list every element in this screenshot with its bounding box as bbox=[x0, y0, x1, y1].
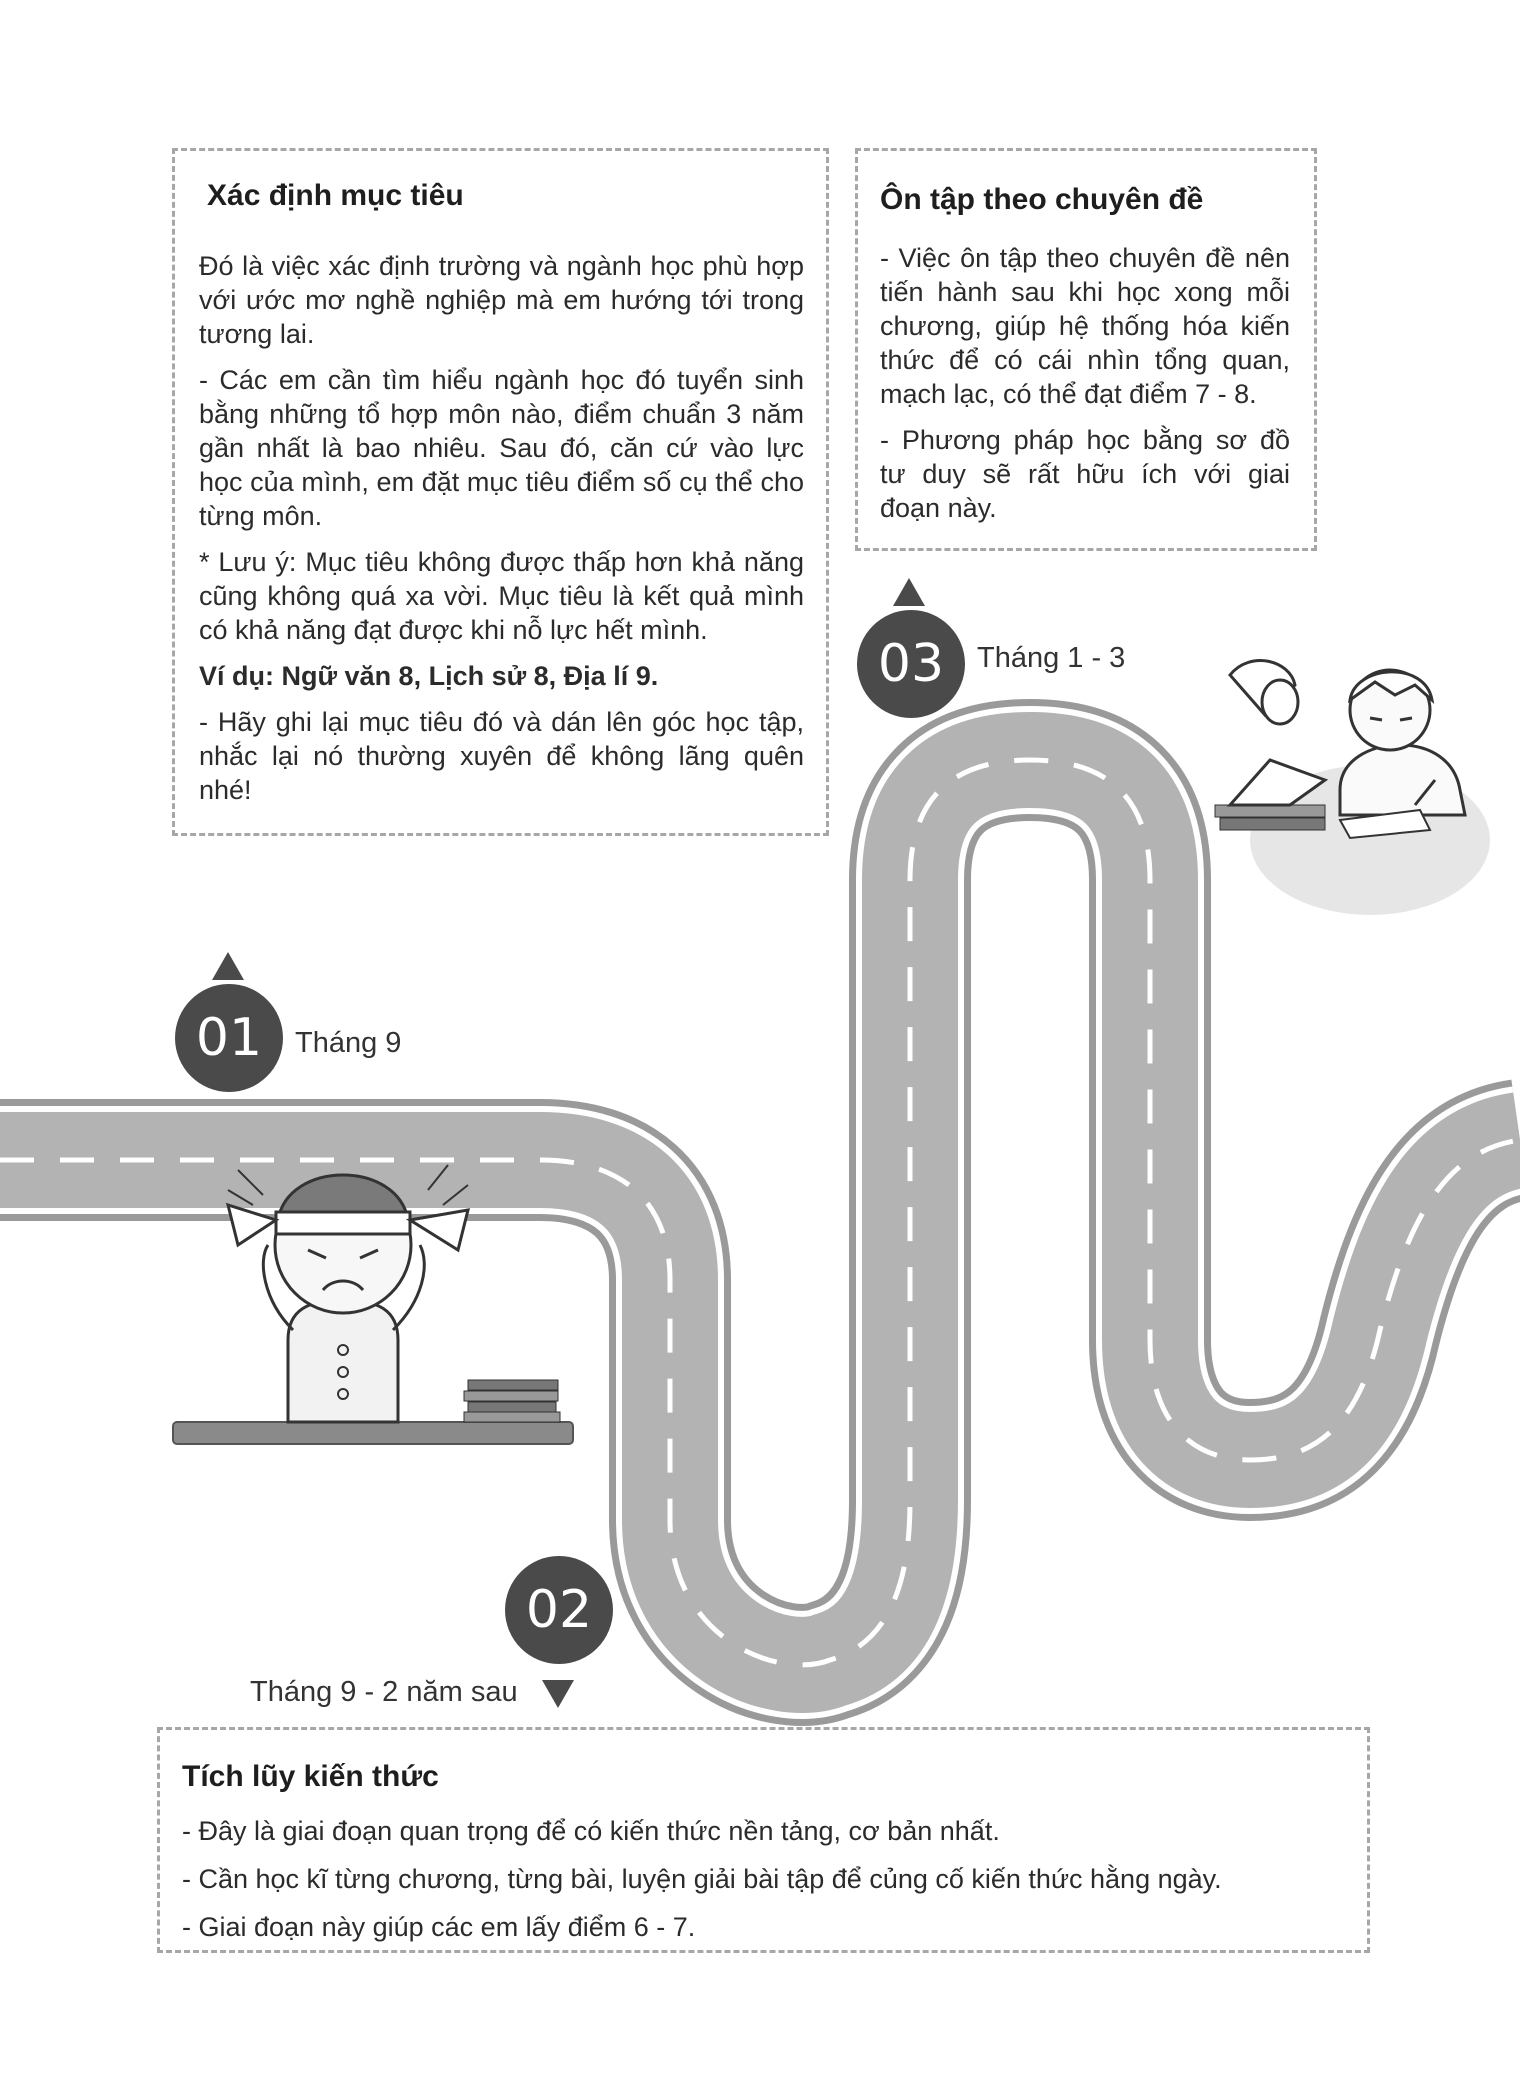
stressed-student-icon bbox=[168, 1150, 588, 1450]
goal-paragraph-5: - Hãy ghi lại mục tiêu đó và dán lên góc học tập, nhắc lại nó thường xuyên để không lãng quên nhé! bbox=[199, 707, 804, 805]
review-title: Ôn tập theo chuyên đề bbox=[880, 183, 1204, 216]
review-box bbox=[855, 148, 1317, 551]
milestone-02-label: Tháng 9 - 2 năm sau bbox=[250, 1676, 518, 1708]
goal-paragraph-1: Đó là việc xác định trường và ngành học phù hợp với ước mơ nghề nghiệp mà em hướng tới trong tương lai. bbox=[199, 251, 804, 349]
goal-paragraph-2: - Các em cần tìm hiểu ngành học đó tuyển sinh bằng những tổ hợp môn nào, điểm chuẩn 3 năm gần nhất là bao nhiêu. Sau đó, căn cứ vào lực học của mình, em đặt mục tiêu điểm số cụ thể cho từng môn. bbox=[199, 365, 804, 531]
milestone-03-label: Tháng 1 - 3 bbox=[977, 642, 1126, 674]
studying-student-icon bbox=[1210, 640, 1500, 920]
milestone-03-arrow bbox=[893, 578, 925, 606]
goal-example: Ví dụ: Ngữ văn 8, Lịch sử 8, Địa lí 9. bbox=[199, 661, 659, 691]
accumulate-title: Tích lũy kiến thức bbox=[182, 1760, 439, 1793]
milestone-01-label: Tháng 9 bbox=[295, 1027, 402, 1059]
milestone-03-badge: 03 bbox=[857, 610, 965, 718]
desk-lamp-icon bbox=[1230, 661, 1298, 724]
milestone-01-badge: 01 bbox=[175, 984, 283, 1092]
milestone-02-arrow bbox=[542, 1680, 574, 1708]
goal-title: Xác định mục tiêu bbox=[207, 179, 464, 212]
accumulate-paragraph-1: - Đây là giai đoạn quan trọng để có kiến thức nền tảng, cơ bản nhất. bbox=[182, 1816, 1000, 1846]
review-paragraph-2: - Phương pháp học bằng sơ đồ tư duy sẽ rất hữu ích với giai đoạn này. bbox=[880, 425, 1290, 523]
review-paragraph-1: - Việc ôn tập theo chuyên đề nên tiến hành sau khi học xong mỗi chương, giúp hệ thống hóa kiến thức để có cái nhìn tổng quan, mạch lạc, có thể đạt điểm 7 - 8. bbox=[880, 243, 1290, 409]
accumulate-box bbox=[157, 1727, 1370, 1953]
milestone-02-badge: 02 bbox=[505, 1556, 613, 1664]
goal-box bbox=[172, 148, 829, 836]
goal-paragraph-3: * Lưu ý: Mục tiêu không được thấp hơn khả năng cũng không quá xa vời. Mục tiêu là kết quả mình có khả năng đạt được khi nỗ lực hết mình. bbox=[199, 547, 804, 645]
accumulate-paragraph-3: - Giai đoạn này giúp các em lấy điểm 6 - 7. bbox=[182, 1912, 696, 1942]
accumulate-paragraph-2: - Cần học kĩ từng chương, từng bài, luyện giải bài tập để củng cố kiến thức hằng ngày. bbox=[182, 1864, 1222, 1894]
milestone-01-arrow bbox=[212, 952, 244, 980]
